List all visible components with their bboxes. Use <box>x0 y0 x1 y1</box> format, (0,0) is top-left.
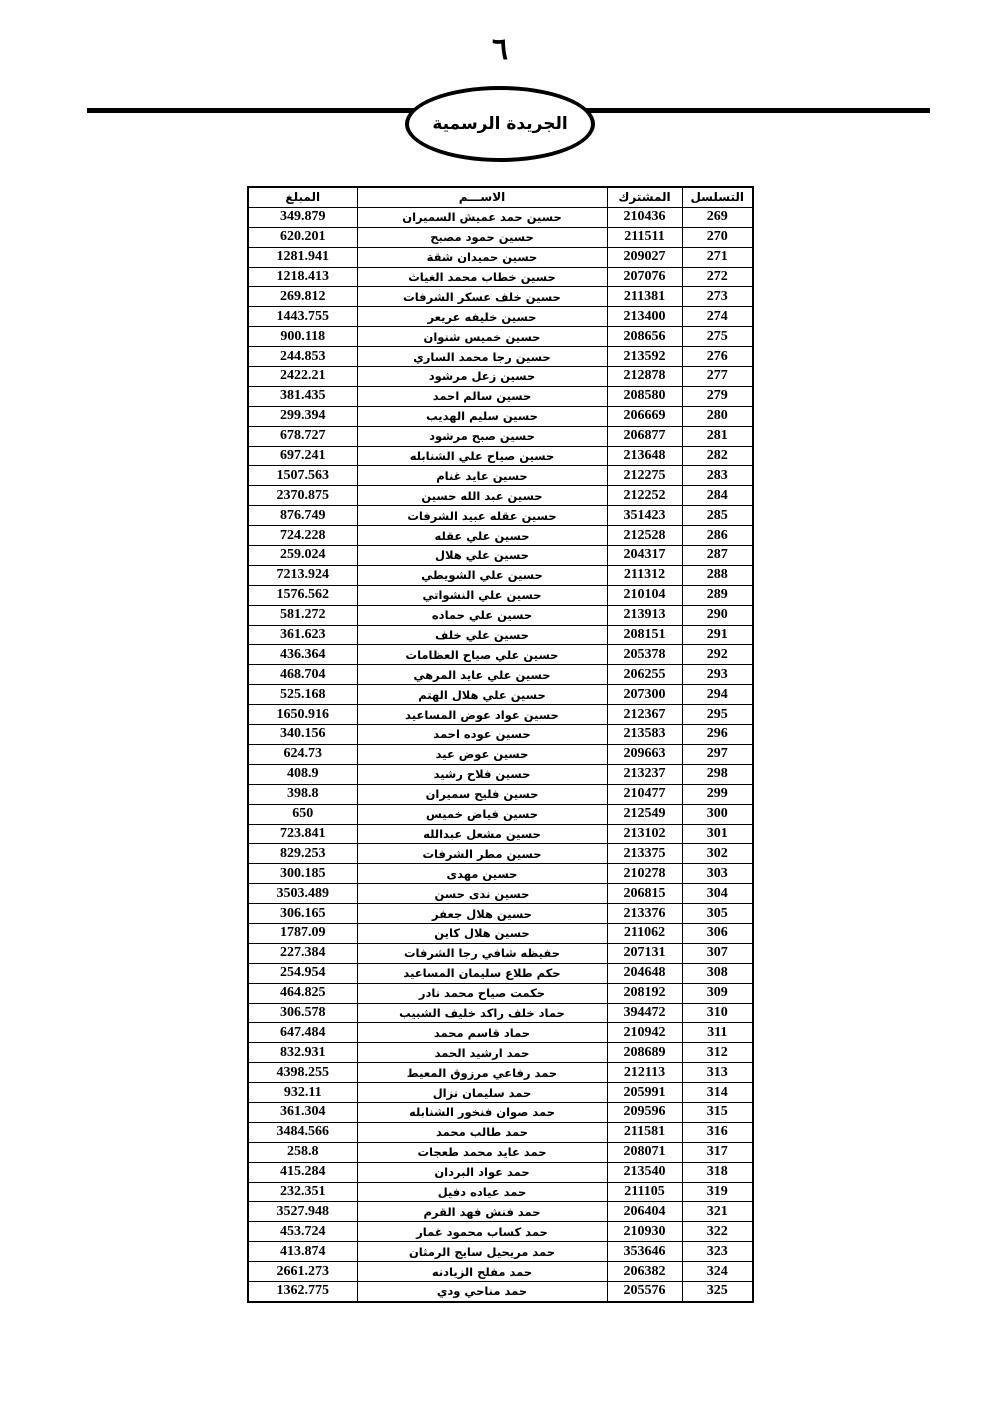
cell-name: حسين عايد غنام <box>357 466 607 486</box>
cell-name: حسين فياض خميس <box>357 804 607 824</box>
cell-name: حمد مفلح الزيادنه <box>357 1262 607 1282</box>
cell-name: حكم طلاع سليمان المساعيد <box>357 963 607 983</box>
cell-serial: 291 <box>682 625 753 645</box>
cell-subscriber: 212113 <box>607 1063 682 1083</box>
cell-serial: 276 <box>682 347 753 367</box>
cell-name: حسين ندى حسن <box>357 884 607 904</box>
cell-subscriber: 211381 <box>607 287 682 307</box>
table-row <box>248 1182 753 1202</box>
cell-subscriber: 212252 <box>607 486 682 506</box>
cell-name: حسين عواد عوض المساعيد <box>357 705 607 725</box>
cell-serial: 302 <box>682 844 753 864</box>
cell-subscriber: 206382 <box>607 1262 682 1282</box>
table-row <box>248 1202 753 1222</box>
cell-serial: 306 <box>682 923 753 943</box>
cell-name: حسين علي الشويطي <box>357 565 607 585</box>
table-row <box>248 943 753 963</box>
cell-serial: 274 <box>682 307 753 327</box>
cell-amount: 620.201 <box>248 227 357 247</box>
cell-serial: 307 <box>682 943 753 963</box>
table-row <box>248 1043 753 1063</box>
cell-name: حسين زعل مرشود <box>357 367 607 387</box>
cell-name: حسين عوده احمد <box>357 725 607 745</box>
cell-serial: 298 <box>682 764 753 784</box>
cell-amount: 697.241 <box>248 446 357 466</box>
cell-serial: 323 <box>682 1242 753 1262</box>
cell-amount: 306.165 <box>248 904 357 924</box>
cell-serial: 314 <box>682 1083 753 1103</box>
cell-serial: 297 <box>682 744 753 764</box>
cell-name: حسين هلال كاين <box>357 923 607 943</box>
table-row <box>248 247 753 267</box>
table-row <box>248 1102 753 1122</box>
cell-amount: 900.118 <box>248 327 357 347</box>
cell-amount: 1281.941 <box>248 247 357 267</box>
cell-serial: 269 <box>682 207 753 227</box>
cell-amount: 832.931 <box>248 1043 357 1063</box>
cell-serial: 303 <box>682 864 753 884</box>
cell-serial: 272 <box>682 267 753 287</box>
cell-name: حسين خليفه عريعر <box>357 307 607 327</box>
cell-amount: 2422.21 <box>248 367 357 387</box>
cell-subscriber: 213400 <box>607 307 682 327</box>
cell-serial: 305 <box>682 904 753 924</box>
cell-amount: 7213.924 <box>248 565 357 585</box>
table-row <box>248 287 753 307</box>
cell-serial: 280 <box>682 406 753 426</box>
cell-amount: 254.954 <box>248 963 357 983</box>
cell-name: حسين علي عقله <box>357 526 607 546</box>
cell-amount: 300.185 <box>248 864 357 884</box>
cell-subscriber: 210477 <box>607 784 682 804</box>
cell-amount: 398.8 <box>248 784 357 804</box>
cell-amount: 408.9 <box>248 764 357 784</box>
table-row <box>248 1142 753 1162</box>
cell-amount: 259.024 <box>248 546 357 566</box>
cell-amount: 340.156 <box>248 725 357 745</box>
cell-name: حسين مطر الشرفات <box>357 844 607 864</box>
cell-name: حسين خطاب محمد الغياث <box>357 267 607 287</box>
cell-serial: 310 <box>682 1003 753 1023</box>
cell-subscriber: 212528 <box>607 526 682 546</box>
cell-amount: 436.364 <box>248 645 357 665</box>
cell-amount: 1787.09 <box>248 923 357 943</box>
cell-amount: 3484.566 <box>248 1122 357 1142</box>
cell-name: حسين علي خلف <box>357 625 607 645</box>
cell-amount: 3503.489 <box>248 884 357 904</box>
cell-serial: 282 <box>682 446 753 466</box>
cell-amount: 413.874 <box>248 1242 357 1262</box>
cell-subscriber: 211105 <box>607 1182 682 1202</box>
cell-serial: 295 <box>682 705 753 725</box>
table-row <box>248 486 753 506</box>
cell-name: حسين فلاح رشيد <box>357 764 607 784</box>
cell-subscriber: 394472 <box>607 1003 682 1023</box>
cell-amount: 464.825 <box>248 983 357 1003</box>
cell-subscriber: 210278 <box>607 864 682 884</box>
cell-subscriber: 207131 <box>607 943 682 963</box>
cell-serial: 312 <box>682 1043 753 1063</box>
table-row <box>248 625 753 645</box>
table-row <box>248 506 753 526</box>
cell-amount: 306.578 <box>248 1003 357 1023</box>
table-row <box>248 466 753 486</box>
column-header-subscriber: المشترك <box>607 187 682 207</box>
cell-amount: 1443.755 <box>248 307 357 327</box>
cell-amount: 932.11 <box>248 1083 357 1103</box>
cell-subscriber: 213592 <box>607 347 682 367</box>
cell-name: حفيظه شافي رجا الشرفات <box>357 943 607 963</box>
cell-name: حمد كساب محمود غمار <box>357 1222 607 1242</box>
cell-serial: 273 <box>682 287 753 307</box>
page-number: ٦ <box>491 32 509 67</box>
cell-name: حمد عياده دفيل <box>357 1182 607 1202</box>
cell-subscriber: 209596 <box>607 1102 682 1122</box>
cell-amount: 723.841 <box>248 824 357 844</box>
cell-subscriber: 211312 <box>607 565 682 585</box>
cell-subscriber: 208689 <box>607 1043 682 1063</box>
table-row <box>248 884 753 904</box>
cell-subscriber: 351423 <box>607 506 682 526</box>
cell-serial: 288 <box>682 565 753 585</box>
table-row <box>248 227 753 247</box>
cell-serial: 308 <box>682 963 753 983</box>
cell-serial: 311 <box>682 1023 753 1043</box>
header-title: الجريدة الرسمية <box>432 114 568 134</box>
cell-subscriber: 208151 <box>607 625 682 645</box>
column-header-name: الاســـم <box>357 187 607 207</box>
cell-subscriber: 213648 <box>607 446 682 466</box>
cell-serial: 319 <box>682 1182 753 1202</box>
cell-name: حسين حمود مصبح <box>357 227 607 247</box>
table-row <box>248 267 753 287</box>
table-row <box>248 1281 753 1301</box>
table-row <box>248 844 753 864</box>
cell-serial: 277 <box>682 367 753 387</box>
cell-serial: 325 <box>682 1281 753 1301</box>
cell-serial: 271 <box>682 247 753 267</box>
cell-name: حمد عواد البردان <box>357 1162 607 1182</box>
cell-subscriber: 209027 <box>607 247 682 267</box>
cell-name: حسين عوض عيد <box>357 744 607 764</box>
cell-subscriber: 211062 <box>607 923 682 943</box>
cell-subscriber: 210942 <box>607 1023 682 1043</box>
cell-name: حسين علي هلال <box>357 546 607 566</box>
cell-subscriber: 212367 <box>607 705 682 725</box>
table-header-row <box>248 187 753 207</box>
cell-name: حمد مريحيل سايج الرمثان <box>357 1242 607 1262</box>
cell-name: حمد مناحي ودي <box>357 1281 607 1301</box>
cell-name: حسين علي هلال الهتم <box>357 685 607 705</box>
table-row <box>248 904 753 924</box>
cell-serial: 300 <box>682 804 753 824</box>
cell-serial: 318 <box>682 1162 753 1182</box>
cell-serial: 299 <box>682 784 753 804</box>
table-row <box>248 1262 753 1282</box>
table-row <box>248 426 753 446</box>
cell-serial: 301 <box>682 824 753 844</box>
table-row <box>248 725 753 745</box>
cell-serial: 294 <box>682 685 753 705</box>
cell-amount: 349.879 <box>248 207 357 227</box>
cell-amount: 258.8 <box>248 1142 357 1162</box>
cell-amount: 227.384 <box>248 943 357 963</box>
cell-subscriber: 211581 <box>607 1122 682 1142</box>
table-row <box>248 923 753 943</box>
table-row <box>248 685 753 705</box>
cell-name: حسين مشعل عبدالله <box>357 824 607 844</box>
table-row <box>248 327 753 347</box>
cell-subscriber: 208192 <box>607 983 682 1003</box>
cell-name: حمد ارشيد الحمد <box>357 1043 607 1063</box>
table-row <box>248 864 753 884</box>
table-row <box>248 307 753 327</box>
cell-serial: 286 <box>682 526 753 546</box>
cell-subscriber: 213375 <box>607 844 682 864</box>
cell-serial: 317 <box>682 1142 753 1162</box>
cell-amount: 4398.255 <box>248 1063 357 1083</box>
table-row <box>248 386 753 406</box>
cell-amount: 299.394 <box>248 406 357 426</box>
cell-serial: 304 <box>682 884 753 904</box>
cell-serial: 289 <box>682 585 753 605</box>
column-header-amount: المبلغ <box>248 187 357 207</box>
cell-subscriber: 206815 <box>607 884 682 904</box>
cell-subscriber: 205576 <box>607 1281 682 1301</box>
cell-serial: 292 <box>682 645 753 665</box>
table-row <box>248 585 753 605</box>
cell-amount: 650 <box>248 804 357 824</box>
cell-amount: 581.272 <box>248 605 357 625</box>
cell-name: حمد طالب محمد <box>357 1122 607 1142</box>
cell-subscriber: 209663 <box>607 744 682 764</box>
cell-subscriber: 207076 <box>607 267 682 287</box>
table-row <box>248 526 753 546</box>
cell-name: حسين خلف عسكر الشرفات <box>357 287 607 307</box>
cell-name: حمد سليمان نزال <box>357 1083 607 1103</box>
cell-name: حسين هلال جعفر <box>357 904 607 924</box>
cell-subscriber: 207300 <box>607 685 682 705</box>
cell-amount: 1576.562 <box>248 585 357 605</box>
cell-name: حسين علي عايد المرهي <box>357 665 607 685</box>
cell-name: حسين علي حماده <box>357 605 607 625</box>
cell-subscriber: 213540 <box>607 1162 682 1182</box>
table-row <box>248 804 753 824</box>
cell-subscriber: 206404 <box>607 1202 682 1222</box>
cell-subscriber: 212878 <box>607 367 682 387</box>
cell-serial: 290 <box>682 605 753 625</box>
cell-amount: 678.727 <box>248 426 357 446</box>
cell-subscriber: 204317 <box>607 546 682 566</box>
table-row <box>248 1023 753 1043</box>
cell-subscriber: 213376 <box>607 904 682 924</box>
cell-amount: 1218.413 <box>248 267 357 287</box>
cell-subscriber: 213583 <box>607 725 682 745</box>
table-row <box>248 963 753 983</box>
cell-subscriber: 204648 <box>607 963 682 983</box>
table-row <box>248 665 753 685</box>
header-oval <box>405 86 595 162</box>
cell-serial: 281 <box>682 426 753 446</box>
cell-amount: 415.284 <box>248 1162 357 1182</box>
table-row <box>248 347 753 367</box>
table-body <box>248 207 753 1301</box>
table-row <box>248 705 753 725</box>
cell-name: حسين صبح مرشود <box>357 426 607 446</box>
table-row <box>248 446 753 466</box>
cell-amount: 2370.875 <box>248 486 357 506</box>
cell-subscriber: 210436 <box>607 207 682 227</box>
table-row <box>248 824 753 844</box>
cell-name: حسين رجا محمد الساري <box>357 347 607 367</box>
cell-name: حسين سليم الهديب <box>357 406 607 426</box>
table-row <box>248 367 753 387</box>
cell-amount: 724.228 <box>248 526 357 546</box>
cell-subscriber: 353646 <box>607 1242 682 1262</box>
table-row <box>248 1162 753 1182</box>
cell-amount: 3527.948 <box>248 1202 357 1222</box>
table-row <box>248 1003 753 1023</box>
cell-serial: 313 <box>682 1063 753 1083</box>
cell-amount: 1650.916 <box>248 705 357 725</box>
cell-subscriber: 208656 <box>607 327 682 347</box>
column-header-serial: التسلسل <box>682 187 753 207</box>
cell-amount: 876.749 <box>248 506 357 526</box>
table-row <box>248 784 753 804</box>
cell-name: حمد عايد محمد طعجات <box>357 1142 607 1162</box>
cell-subscriber: 213102 <box>607 824 682 844</box>
cell-name: حمد صوان فنخور الشنابله <box>357 1102 607 1122</box>
cell-serial: 275 <box>682 327 753 347</box>
cell-amount: 361.623 <box>248 625 357 645</box>
cell-subscriber: 205378 <box>607 645 682 665</box>
cell-serial: 283 <box>682 466 753 486</box>
cell-subscriber: 212275 <box>607 466 682 486</box>
table-row <box>248 1063 753 1083</box>
cell-subscriber: 206877 <box>607 426 682 446</box>
cell-subscriber: 206255 <box>607 665 682 685</box>
cell-name: حسين مهدى <box>357 864 607 884</box>
table-row <box>248 744 753 764</box>
cell-amount: 468.704 <box>248 665 357 685</box>
cell-amount: 232.351 <box>248 1182 357 1202</box>
table-row <box>248 406 753 426</box>
cell-amount: 1507.563 <box>248 466 357 486</box>
table-row <box>248 764 753 784</box>
subscriber-table-container <box>247 186 752 1303</box>
cell-serial: 322 <box>682 1222 753 1242</box>
table-row <box>248 546 753 566</box>
cell-serial: 324 <box>682 1262 753 1282</box>
cell-name: حسين عبد الله حسين <box>357 486 607 506</box>
table-row <box>248 207 753 227</box>
cell-subscriber: 208071 <box>607 1142 682 1162</box>
cell-serial: 321 <box>682 1202 753 1222</box>
table-row <box>248 983 753 1003</box>
cell-subscriber: 210104 <box>607 585 682 605</box>
cell-amount: 624.73 <box>248 744 357 764</box>
table-row <box>248 1083 753 1103</box>
cell-subscriber: 208580 <box>607 386 682 406</box>
cell-serial: 287 <box>682 546 753 566</box>
cell-name: حماد قاسم محمد <box>357 1023 607 1043</box>
cell-name: حسين حمد عميش السميران <box>357 207 607 227</box>
cell-serial: 309 <box>682 983 753 1003</box>
table-row <box>248 1222 753 1242</box>
cell-name: حسين فليح سميران <box>357 784 607 804</box>
cell-subscriber: 205991 <box>607 1083 682 1103</box>
cell-name: حكمت صياح محمد نادر <box>357 983 607 1003</box>
subscriber-table <box>247 186 754 1303</box>
cell-subscriber: 210930 <box>607 1222 682 1242</box>
cell-amount: 1362.775 <box>248 1281 357 1301</box>
cell-name: حسين سالم احمد <box>357 386 607 406</box>
cell-subscriber: 213913 <box>607 605 682 625</box>
cell-amount: 244.853 <box>248 347 357 367</box>
table-row <box>248 605 753 625</box>
cell-serial: 316 <box>682 1122 753 1142</box>
cell-name: حمد فنش فهد القرم <box>357 1202 607 1222</box>
cell-subscriber: 211511 <box>607 227 682 247</box>
cell-name: حمد رفاعي مرزوق المعيط <box>357 1063 607 1083</box>
cell-serial: 270 <box>682 227 753 247</box>
cell-name: حسين عقله عبيد الشرفات <box>357 506 607 526</box>
cell-serial: 284 <box>682 486 753 506</box>
cell-name: حسين خميس شنوان <box>357 327 607 347</box>
cell-amount: 361.304 <box>248 1102 357 1122</box>
cell-serial: 293 <box>682 665 753 685</box>
table-row <box>248 1122 753 1142</box>
cell-name: حسين صياح علي الشنابله <box>357 446 607 466</box>
cell-subscriber: 206669 <box>607 406 682 426</box>
cell-amount: 525.168 <box>248 685 357 705</box>
table-row <box>248 565 753 585</box>
cell-subscriber: 212549 <box>607 804 682 824</box>
cell-name: حسين علي صياح العظامات <box>357 645 607 665</box>
cell-serial: 296 <box>682 725 753 745</box>
cell-amount: 2661.273 <box>248 1262 357 1282</box>
cell-serial: 315 <box>682 1102 753 1122</box>
table-row <box>248 645 753 665</box>
cell-name: حسين حميدان شقة <box>357 247 607 267</box>
cell-amount: 381.435 <box>248 386 357 406</box>
cell-serial: 285 <box>682 506 753 526</box>
cell-name: حسين علي النشواتي <box>357 585 607 605</box>
cell-amount: 269.812 <box>248 287 357 307</box>
cell-amount: 829.253 <box>248 844 357 864</box>
table-row <box>248 1242 753 1262</box>
cell-serial: 279 <box>682 386 753 406</box>
cell-subscriber: 213237 <box>607 764 682 784</box>
cell-name: حماد خلف راكد خليف الشبيب <box>357 1003 607 1023</box>
cell-amount: 453.724 <box>248 1222 357 1242</box>
cell-amount: 647.484 <box>248 1023 357 1043</box>
